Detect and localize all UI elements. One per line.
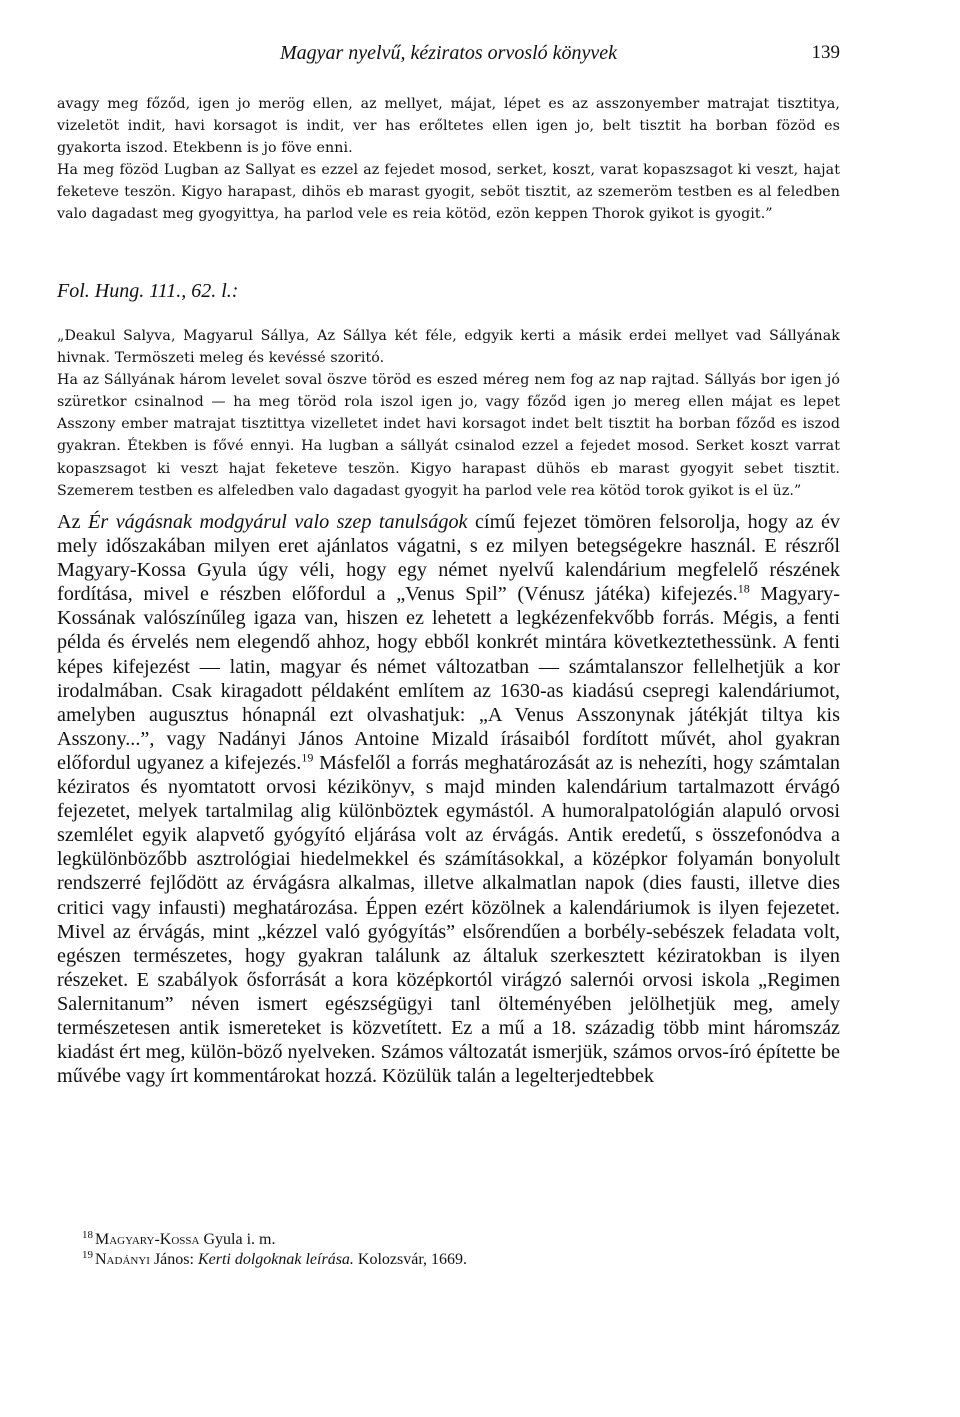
footnote-ref-18: 18 — [737, 581, 750, 596]
body-text-4: Másfelől a forrás meghatározását az is nehezíti, hogy számtalan kéziratos és nyomtatott orvosi kézikönyv, s majd minden kalendárium tartalmazott érvágó fejezetet, melyek tartalmilag alig különböztek egymástól. A humoralpatológián alapuló orvosi szemlélet egyik alapvető gyógyító eljárása volt az érvágás. Antik eredetű, s összefonódva a legkülönbözőbb asztrológiai hiedelmekkel és számításokkal, a középkor folyamán bonyolult rendszerré fejlődött az érvágásra alkalmas, illetve alkalmatlan napok (dies fausti, illetve dies critici vagy infausti) meghatározása. Éppen ezért közölnek a kalendáriumok is ilyen fejezetet. Mivel az érvágás, mint „kézzel való gyógyítás” elsőrendűen a borbély-sebészek feladata volt, egészen természetes, hogy gyakran találunk az általuk szerkesztett kéziratokban is ilyen részeket. E szabályok ősforrását a kora középkortól virágzó salernói orvosi iskola „Regimen Salernitanum” néven ismert egészségügyi tanl ölteményében jelölhetjük meg, amely természetesen antik ismereteket is közvetített. Ez a mű a 18. századig több mint háromszáz kiadást ért meg, külön-böző nyelveken. Számos változatát ismerjük, számos orvos-író építette be művébe vagy írt kommentárokat hozzá. Közülük talán a legelterjedtebbek — [57, 751, 840, 1088]
quote2-paragraph-2: Ha az Sállyának három levelet soval öszve töröd es eszed méreg nem fog az nap rajtad. Sállyás bor igen jó szüretkor csinalnod — ha meg töröd rola iszol igen jo, vagy főződ igen jo mereg ellen májat es lepet Asszony ember matrajat tisztittya vizelletet indet havi korsagot indet belt tisztit ha borban főződ es iszod gyakran. Étekben is fővé ennyi. Ha lugban a sállyát csinalod ezzel a fejedet mosod. Serket koszt varrat kopaszsagot ki veszt hajat feketeve teszön. Kigyo harapast dühös eb marast gyogyit sebet tisztit. Szemerem testben es alfeledben valo dagadast gyogyit ha parlod vele rea kötöd torok gyikot is el üz.” — [57, 372, 840, 499]
footnote-author: Nadányi — [95, 1251, 150, 1268]
chapter-title-italic: Ér vágásnak modgyárul valo szep tanulságok — [88, 511, 468, 533]
footnote-ref-19: 19 — [301, 750, 314, 765]
main-paragraph — [57, 510, 840, 1088]
running-title: Magyar nyelvű, kéziratos orvosló könyvek — [279, 42, 618, 64]
quote1-paragraph-2: Ha meg fözöd Lugban az Sallyat es ezzel az fejedet mosod, serket, koszt, varat kopaszsagot ki veszt, hajat feketeve teszön. Kigyo harapast, dihös eb marast gyogit, seböt tisztit, az szemeröm testben es al feledben valo dagadast meg gyogyittya, ha parlod vele es reia kötöd, ezön keppen Thorok gyikot is gyogit.” — [57, 162, 840, 223]
footnote-book-title: Kerti dolgoknak leírása. — [197, 1251, 354, 1268]
footnote-19 — [82, 1250, 842, 1270]
source-reference: Fol. Hung. 111., 62. l.: — [57, 280, 239, 302]
footnote-text: Kolozsvár, 1669. — [353, 1251, 468, 1268]
body-text-3: Magyary-Kossának valószínűleg igaza van, hiszen ez lehetett a legkézenfekvőbb forrás. Mégis, a fenti példa és érvelés nem elegendő ahhoz, hogy ebből konkrét mintára következtethessünk. A fenti képes kifejezést — latin, magyar és német változatban — számtalanszor fellelhetjük a kor irodalmában. Csak kiragadott példaként említem az 1630-as kiadású csepregi kalendáriumot, amelyben augusztus hónapnál ezt olvashatjuk: „A Venus Asszonynak játékját tiltya kis Asszony...”, vagy Nadányi János Antoine Mizald írásaiból fordított művét, ahol gyakran előfordul ugyanez a kifejezés. — [57, 583, 840, 774]
body-text-2: című fejezet tömören felsorolja, hogy az év mely időszakában milyen eret ajánlatos vágatni, s ez milyen betegségekre használ. E részről Magyary-Kossa Gyula úgy véli, hogy egy német nyelvű kalendárium megfelelő részének fordítása, mivel e részben előfordul a „Venus Spil” (Vénusz játéka) kifejezés. — [57, 511, 840, 606]
quote2-paragraph-1: „Deakul Salyva, Magyarul Sállya, Az Sállya két féle, edgyik kerti a másik erdei mellyet vad Sállyának hivnak. Termöszeti meleg és kevéssé szoritó. — [57, 328, 840, 367]
footnote-text: Gyula i. m. — [199, 1231, 276, 1248]
footnote-number: 18 — [82, 1228, 93, 1241]
body-text-1: Az — [57, 511, 89, 533]
page-number: 139 — [811, 42, 840, 63]
page-header — [57, 42, 840, 72]
quote1-paragraph-1: avagy meg főződ, igen jo merög ellen, az mellyet, májat, lépet es az asszonyember matrajat tisztitya, vizeletöt indit, havi korsagot is indit, ver has erőltetes ellen igen jo, belt tisztit ha borban fözöd es gyakorta iszod. Etekbenn is jo föve enni. — [57, 96, 840, 157]
footnotes — [82, 1230, 842, 1270]
footnote-text: János: — [149, 1251, 198, 1268]
footnote-author: Magyary-Kossa — [95, 1231, 200, 1248]
footnote-number: 19 — [82, 1248, 93, 1261]
footnote-18 — [82, 1230, 842, 1250]
quote-block-latin-hungarian — [57, 93, 840, 226]
quote-block-deakul-salyva — [57, 325, 840, 502]
